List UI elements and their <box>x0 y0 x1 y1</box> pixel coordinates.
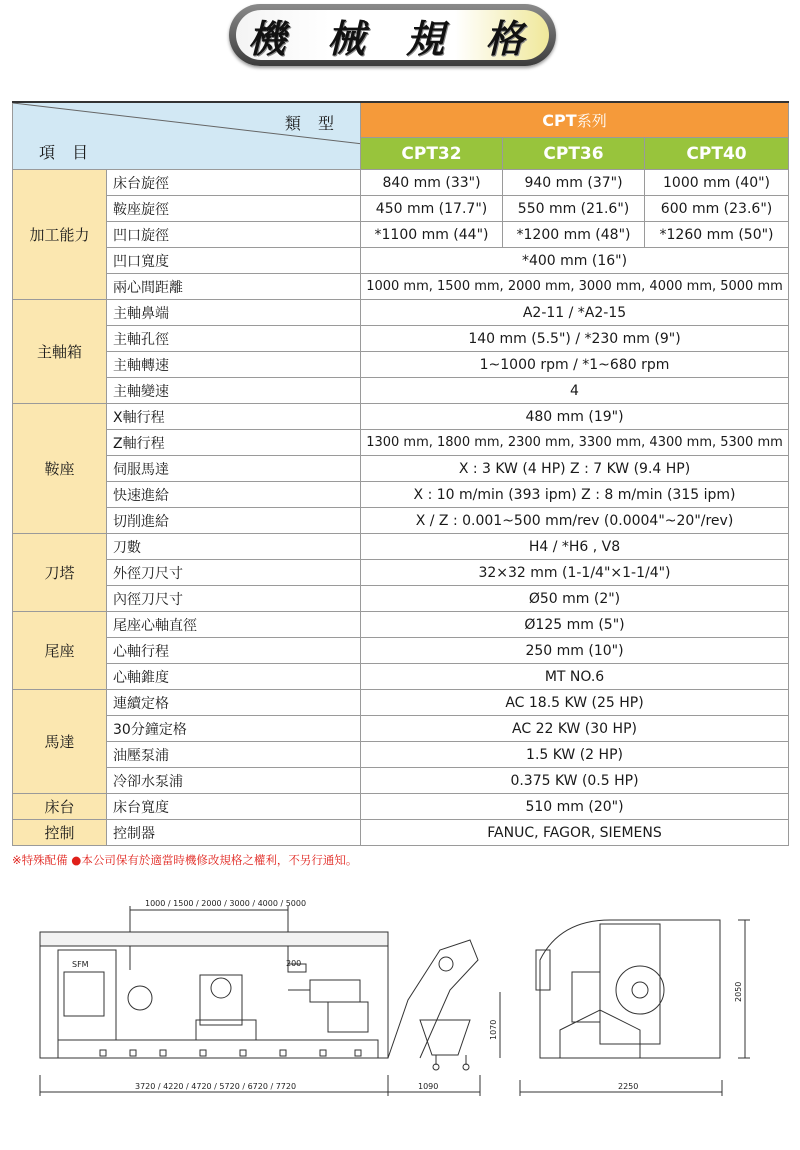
logo-text: SFM <box>72 960 89 969</box>
item-cell: 冷卻水泵浦 <box>107 768 361 794</box>
spec-row <box>13 664 789 690</box>
spec-row <box>13 768 789 794</box>
chip-bucket <box>420 1020 470 1055</box>
item-cell: X軸行程 <box>107 404 361 430</box>
spec-row <box>13 638 789 664</box>
value-cell-merged: Ø50 mm (2") <box>361 586 789 612</box>
page-title: 機 械 規 格 <box>247 16 538 61</box>
value-cell-merged: 480 mm (19") <box>361 404 789 430</box>
value-cell-merged: 140 mm (5.5") / *230 mm (9") <box>361 326 789 352</box>
spec-row <box>13 690 789 716</box>
category-cell: 刀塔 <box>13 534 107 612</box>
value-cell-merged: 1000 mm, 1500 mm, 2000 mm, 3000 mm, 4000 mm, 5000 mm <box>361 274 789 300</box>
value-cell: 450 mm (17.7") <box>361 196 503 222</box>
value-cell-merged: Ø125 mm (5") <box>361 612 789 638</box>
value-cell-merged: 0.375 KW (0.5 HP) <box>361 768 789 794</box>
spec-row <box>13 612 789 638</box>
bed-slots <box>100 1050 361 1056</box>
value-cell-merged: 250 mm (10") <box>361 638 789 664</box>
item-cell: 尾座心軸直徑 <box>107 612 361 638</box>
value-cell-merged: *400 mm (16") <box>361 248 789 274</box>
side-enclosure <box>540 920 720 1058</box>
title-badge-face <box>236 10 549 60</box>
value-cell: 940 mm (37") <box>503 170 645 196</box>
value-cell: *1100 mm (44") <box>361 222 503 248</box>
spec-row <box>13 378 789 404</box>
spec-row <box>13 404 789 430</box>
machine-drawing <box>0 880 800 1150</box>
spec-row <box>13 430 789 456</box>
value-cell-merged: FANUC, FAGOR, SIEMENS <box>361 820 789 846</box>
footnote: ※特殊配備 ●本公司保有於適當時機修改規格之權利，不另行通知。 <box>12 853 358 867</box>
dim-width-label: 2250 <box>618 1082 639 1091</box>
item-cell: 兩心間距離 <box>107 274 361 300</box>
spec-row <box>13 586 789 612</box>
item-cell: 伺服馬達 <box>107 456 361 482</box>
model-header: CPT32 <box>361 138 503 170</box>
spec-row <box>13 248 789 274</box>
header-row-series <box>13 102 789 138</box>
value-cell-merged: 1300 mm, 1800 mm, 2300 mm, 3300 mm, 4300 mm, 5300 mm <box>361 430 789 456</box>
item-cell: 外徑刀尺寸 <box>107 560 361 586</box>
category-cell: 尾座 <box>13 612 107 690</box>
value-cell-merged: 510 mm (20") <box>361 794 789 820</box>
series-prefix: CPT <box>542 110 577 130</box>
category-cell: 馬達 <box>13 690 107 794</box>
category-cell: 控制 <box>13 820 107 846</box>
value-cell: 840 mm (33") <box>361 170 503 196</box>
dim-height-2050-label: 2050 <box>734 981 743 1002</box>
item-cell: 油壓泵浦 <box>107 742 361 768</box>
value-cell-merged: H4 / *H6 , V8 <box>361 534 789 560</box>
spec-row <box>13 560 789 586</box>
value-cell-merged: AC 22 KW (30 HP) <box>361 716 789 742</box>
item-cell: 凹口旋徑 <box>107 222 361 248</box>
item-cell: 鞍座旋徑 <box>107 196 361 222</box>
item-cell: 連續定格 <box>107 690 361 716</box>
item-cell: 快速進給 <box>107 482 361 508</box>
spec-row <box>13 274 789 300</box>
category-cell: 主軸箱 <box>13 300 107 404</box>
tailstock <box>310 980 360 1002</box>
dim-conveyor-label: 1090 <box>418 1082 439 1091</box>
item-cell: 床台旋徑 <box>107 170 361 196</box>
value-cell: 600 mm (23.6") <box>645 196 789 222</box>
value-cell-merged: 4 <box>361 378 789 404</box>
spec-row <box>13 352 789 378</box>
spec-row <box>13 794 789 820</box>
value-cell-merged: A2-11 / *A2-15 <box>361 300 789 326</box>
value-cell-merged: AC 18.5 KW (25 HP) <box>361 690 789 716</box>
item-cell: 心軸行程 <box>107 638 361 664</box>
spec-row <box>13 196 789 222</box>
value-cell: *1260 mm (50") <box>645 222 789 248</box>
item-cell: 控制器 <box>107 820 361 846</box>
chuck <box>128 986 152 1010</box>
model-header: CPT36 <box>503 138 645 170</box>
value-cell-merged: 1.5 KW (2 HP) <box>361 742 789 768</box>
item-cell: 切削進給 <box>107 508 361 534</box>
item-cell: 床台寬度 <box>107 794 361 820</box>
spec-row <box>13 456 789 482</box>
dim-length-label: 3720 / 4220 / 4720 / 5720 / 6720 / 7720 <box>135 1082 297 1091</box>
spec-row <box>13 820 789 846</box>
category-cell: 加工能力 <box>13 170 107 300</box>
control-panel <box>64 972 104 1016</box>
model-header: CPT40 <box>645 138 789 170</box>
dim-height-1070-label: 1070 <box>489 1019 498 1040</box>
category-cell: 鞍座 <box>13 404 107 534</box>
header-series <box>361 102 789 138</box>
value-cell-merged: X : 10 m/min (393 ipm) Z : 8 m/min (315 ipm) <box>361 482 789 508</box>
header-corner <box>13 102 361 170</box>
side-door <box>600 924 660 1044</box>
item-cell: 主軸變速 <box>107 378 361 404</box>
carriage <box>196 1020 256 1040</box>
value-cell-merged: MT NO.6 <box>361 664 789 690</box>
value-cell-merged: 32×32 mm (1-1/4"×1-1/4") <box>361 560 789 586</box>
turret <box>200 975 242 1025</box>
item-cell: 主軸轉速 <box>107 352 361 378</box>
spec-table <box>12 101 789 846</box>
item-cell: Z軸行程 <box>107 430 361 456</box>
dim-center-distance-label: 1000 / 1500 / 2000 / 3000 / 4000 / 5000 <box>145 899 307 908</box>
item-cell: 刀數 <box>107 534 361 560</box>
guard-top <box>40 932 388 946</box>
header-type-label: 類 型 <box>284 114 340 133</box>
spec-row <box>13 222 789 248</box>
value-cell: *1200 mm (48") <box>503 222 645 248</box>
value-cell-merged: X / Z : 0.001~500 mm/rev (0.0004"~20"/rev) <box>361 508 789 534</box>
value-cell: 550 mm (21.6") <box>503 196 645 222</box>
front-view <box>40 906 500 1096</box>
spec-row <box>13 170 789 196</box>
category-cell: 床台 <box>13 794 107 820</box>
side-view <box>520 920 750 1096</box>
value-cell: 1000 mm (40") <box>645 170 789 196</box>
spec-row <box>13 716 789 742</box>
spec-table-body <box>13 102 789 846</box>
title-badge <box>229 4 556 66</box>
item-cell: 主軸孔徑 <box>107 326 361 352</box>
item-cell: 凹口寬度 <box>107 248 361 274</box>
item-cell: 30分鐘定格 <box>107 716 361 742</box>
value-cell-merged: X : 3 KW (4 HP) Z : 7 KW (9.4 HP) <box>361 456 789 482</box>
item-cell: 主軸鼻端 <box>107 300 361 326</box>
chip-conveyor <box>388 940 478 1058</box>
spec-row <box>13 300 789 326</box>
series-suffix: 系列 <box>576 111 607 130</box>
side-chuck <box>616 966 664 1014</box>
value-cell-merged: 1~1000 rpm / *1~680 rpm <box>361 352 789 378</box>
header-item-label: 項 目 <box>39 143 95 162</box>
spec-row <box>13 534 789 560</box>
item-cell: 心軸錐度 <box>107 664 361 690</box>
spec-row <box>13 742 789 768</box>
spec-row <box>13 482 789 508</box>
dim-200-label: 200 <box>286 959 302 968</box>
spec-row <box>13 326 789 352</box>
spec-row <box>13 508 789 534</box>
item-cell: 內徑刀尺寸 <box>107 586 361 612</box>
